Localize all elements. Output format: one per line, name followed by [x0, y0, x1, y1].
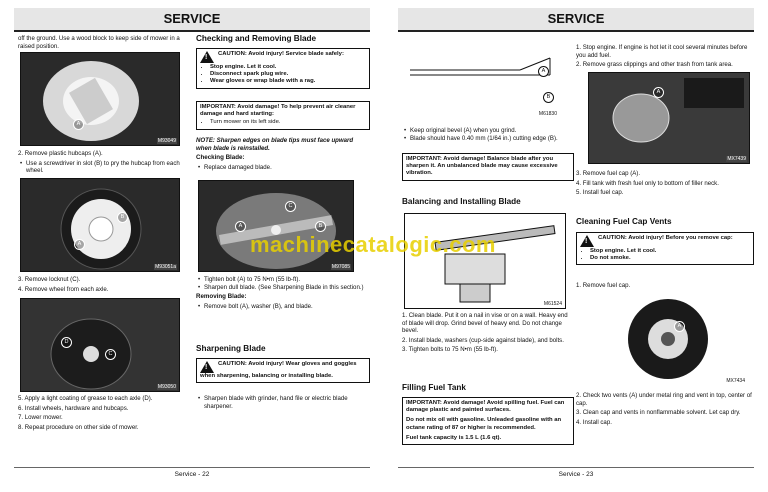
right-col1-steps — [402, 312, 572, 356]
callout-b: B — [543, 92, 554, 103]
callout-a: A — [538, 66, 549, 77]
page-footer: Service - 22 — [174, 471, 210, 478]
callout-a: A — [653, 87, 664, 98]
footer-rule — [398, 467, 754, 468]
important-box — [196, 101, 370, 130]
left-col1-steps5-8 — [18, 395, 186, 433]
callout-c: C — [285, 201, 296, 212]
figure-code: MX7439 — [727, 156, 746, 162]
right-col2-steps3-5 — [576, 170, 754, 199]
caution-box-sharpening — [196, 358, 370, 383]
callout-b: B — [315, 221, 326, 232]
callout-b: B — [117, 212, 128, 223]
step-7: 7. Lower mower. — [18, 414, 63, 422]
caution-item: • Stop engine. Let it cool. — [590, 248, 750, 255]
tighten-bolt: • Tighten bolt (A) to 75 N•m (55 lb-ft). — [204, 276, 366, 284]
caution-cap-title: CAUTION: Avoid injury! Before you remove cap: — [598, 235, 733, 241]
fuel-tank-illustration — [589, 73, 749, 163]
checking-item: • Replace damaged blade. — [204, 164, 366, 172]
checking-blade-heading: Checking Blade: — [196, 154, 245, 162]
figure-blade-under-deck — [198, 180, 354, 272]
callout-a: A — [674, 321, 685, 332]
important-balance: IMPORTANT: Avoid damage! Balance blade after you sharpen it. An unbalanced blade may cause excessive vibration. — [406, 156, 558, 177]
figure-code: M93050 — [157, 384, 176, 390]
heading-balancing-installing: Balancing and Installing Blade — [402, 197, 521, 206]
cutting-edge-bullet: • Blade should have 0.40 mm (1/64 in.) cutting edge (B). — [410, 135, 572, 143]
step-1: 1. Clean blade. Put it on a nail in vise or on a wall. Heavy end of blade will drop. Grind bevel of heavy end. Do not change bevel. — [402, 312, 568, 335]
step-4: 4. Remove wheel from each axle. — [18, 285, 109, 293]
fuel-step-2: 2. Remove grass clippings and other trash from tank area. — [576, 61, 733, 69]
fuel-step-3: 3. Remove fuel cap (A). — [576, 170, 641, 177]
heading-filling-fuel: Filling Fuel Tank — [402, 383, 466, 392]
caution-item: • Stop engine. Let it cool. — [210, 64, 366, 71]
warning-icon — [200, 361, 214, 373]
figure-code: M93051a — [155, 264, 176, 270]
heading-checking-removing-blade: Checking and Removing Blade — [196, 34, 317, 43]
step-3: 3. Tighten bolts to 75 N•m (55 lb-ft). — [402, 346, 498, 354]
warning-icon — [580, 235, 594, 247]
sharpen-dull: • Sharpen dull blade. (See Sharpening Blade in this section.) — [204, 284, 366, 292]
note: NOTE: Sharpen edges on blade tips must face upward when blade is reinstalled. — [196, 137, 354, 152]
axle-illustration — [21, 299, 179, 391]
fuel-step-4: 4. Fill tank with fresh fuel only to bottom of filler neck. — [576, 179, 719, 187]
important-item: • Turn mower on its left side. — [210, 119, 366, 126]
callout-a: A — [235, 221, 246, 232]
left-col2-sharpen — [196, 395, 366, 412]
cap-illustration — [588, 293, 748, 385]
left-col1-intro — [18, 35, 186, 52]
figure-code: MX7434 — [726, 378, 745, 384]
callout-a: A — [73, 119, 84, 130]
removing-item: • Remove bolt (A), washer (B), and blade. — [204, 303, 366, 311]
page-header: SERVICE — [398, 8, 754, 32]
caution-title: CAUTION: Avoid injury! Service blade safely: — [218, 51, 344, 57]
figure-hubcap — [20, 178, 180, 272]
bevel-bullet: • Keep original bevel (A) when you grind. — [410, 127, 572, 135]
important-balance-box — [402, 153, 574, 181]
figure-bevel — [400, 40, 560, 118]
step-6: 6. Install wheels, hardware and hubcaps. — [18, 404, 129, 412]
right-col1-bullets — [402, 127, 572, 144]
left-col2-note — [196, 137, 366, 173]
figure-vise — [404, 213, 566, 309]
figure-axle — [20, 298, 180, 392]
figure-code: M93049 — [157, 138, 176, 144]
figure-code: M61830 — [538, 111, 557, 117]
vent-step-3: 3. Clean cap and vents in nonflammable solvent. Let cap dry. — [576, 409, 741, 417]
fuel-step-1: 1. Stop engine. If engine is hot let it cool several minutes before you add fuel. — [576, 44, 748, 59]
callout-d: D — [61, 337, 72, 348]
right-col2-vstep1 — [576, 282, 754, 292]
left-col1-steps3-4 — [18, 276, 186, 295]
important-fuel-box — [402, 397, 574, 445]
fuel-step-5: 5. Install fuel cap. — [576, 189, 624, 197]
callout-c: C — [105, 349, 116, 360]
right-col2-steps1-2 — [576, 44, 754, 71]
figure-fuel-cap — [588, 72, 750, 164]
page-header: SERVICE — [14, 8, 370, 32]
heading-cleaning-vents: Cleaning Fuel Cap Vents — [576, 217, 672, 226]
fuel-important-2: Do not mix oil with gasoline. Unleaded gasoline with an octane rating of 87 or higher is recommended. — [406, 417, 562, 431]
wheel-illustration — [21, 53, 179, 145]
step-3: 3. Remove locknut (C). — [18, 276, 81, 283]
figure-wheel-1 — [20, 52, 180, 146]
right-col2-vsteps — [576, 392, 754, 428]
vent-step-2: 2. Check two vents (A) under metal ring and vent in top, center of cap. — [576, 392, 752, 407]
callout-a: A — [74, 239, 85, 250]
caution-item: • Do not smoke. — [590, 255, 750, 262]
step-8: 8. Repeat procedure on other side of mower. — [18, 423, 139, 431]
hubcap-illustration — [21, 179, 179, 271]
fuel-important-1: IMPORTANT: Avoid damage! Avoid spilling fuel. Fuel can damage plastic and painted surfaces. — [406, 400, 565, 414]
page-footer: Service - 23 — [558, 471, 594, 478]
watermark: machinecatalogic.com — [250, 232, 496, 257]
caution-box — [196, 48, 370, 89]
figure-cap-underside — [588, 293, 748, 385]
caution-sharpening: CAUTION: Avoid injury! Wear gloves and goggles when sharpening, balancing or installing blade. — [200, 361, 357, 379]
caution-item: • Wear gloves or wrap blade with a rag. — [210, 78, 366, 85]
removing-blade-heading: Removing Blade: — [196, 293, 247, 301]
vent-step-4: 4. Install cap. — [576, 418, 612, 426]
vent-step-1: 1. Remove fuel cap. — [576, 282, 631, 289]
footer-rule — [14, 467, 370, 468]
warning-icon — [200, 51, 214, 63]
step-2: 2. Remove plastic hubcaps (A). — [18, 150, 103, 157]
fuel-important-3: Fuel tank capacity is 1.5 L (1.6 qt). — [406, 434, 502, 441]
bevel-diagram — [400, 40, 560, 118]
sharpen-item: • Sharpen blade with grinder, hand file or electric blade sharpener. — [204, 395, 366, 410]
step-5: 5. Apply a light coating of grease to each axle (D). — [18, 395, 153, 402]
caution-item: • Disconnect spark plug wire. — [210, 71, 366, 78]
vise-illustration — [405, 214, 565, 308]
intro-text: off the ground. Use a wood block to keep side of mower in a raised position. — [18, 35, 180, 50]
important-text: IMPORTANT: Avoid damage! To help prevent air cleaner damage and hard starting: — [200, 104, 356, 118]
left-col1-step2 — [18, 150, 186, 177]
heading-sharpening-blade: Sharpening Blade — [196, 344, 266, 353]
step-2: 2. Install blade, washers (cup-side against blade), and bolts. — [402, 336, 564, 344]
left-col2-after-fig — [196, 276, 366, 312]
step-2-bullet: • Use a screwdriver in slot (B) to pry the hubcap from each wheel. — [26, 160, 186, 175]
caution-cap-box — [576, 232, 754, 265]
figure-code: M97085 — [331, 264, 350, 270]
figure-code: M61524 — [543, 301, 562, 307]
